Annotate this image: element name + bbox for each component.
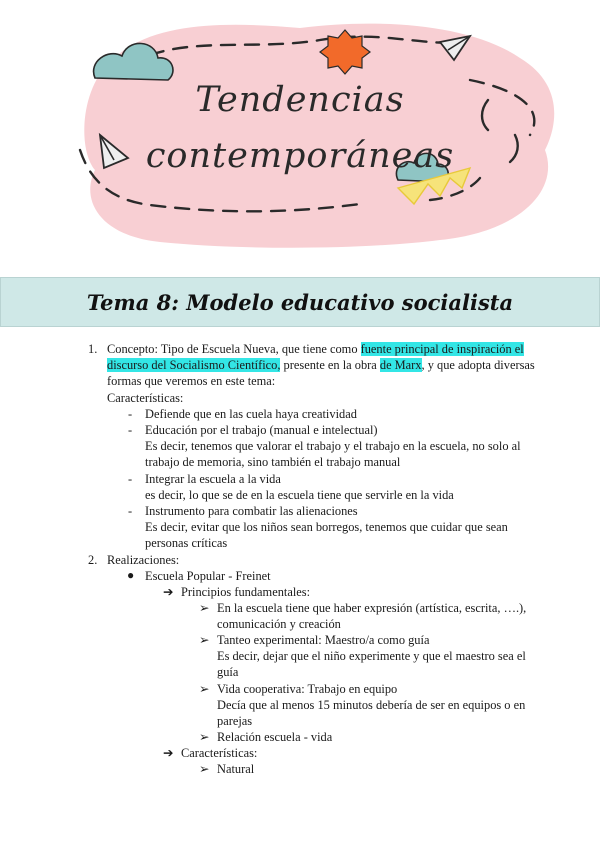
principle-text: Tanteo experimental: Maestro/a como guía — [217, 633, 430, 647]
list-number: 1. — [88, 342, 98, 356]
banner-title-line1: Tendencias — [195, 80, 405, 120]
bullet-text: Educación por el trabajo (manual e intelectual) — [145, 423, 378, 437]
principles-label: Principios fundamentales: — [181, 585, 311, 599]
bullet-text: Es decir, tenemos que valorar el trabajo y el trabajo en la escuela, no solo al — [145, 439, 521, 453]
bullet-text: trabajo de memoria, sino también el trabajo manual — [145, 455, 401, 469]
school-name: Escuela Popular - Freinet — [145, 569, 271, 583]
header-banner — [0, 0, 600, 270]
highlighted-text: de Marx — [379, 358, 422, 372]
dash-marker: - — [128, 407, 133, 421]
concept-line3: formas que veremos en este tema: — [107, 374, 276, 388]
highlighted-text: fuente principal de inspiración el — [360, 342, 524, 356]
concept-text: presente en la obra — [280, 358, 380, 372]
bullet-text: Integrar la escuela a la vida — [145, 472, 281, 486]
topic-title: Tema 8: Modelo educativo socialista — [86, 289, 514, 315]
sun-icon — [320, 30, 370, 74]
concept-line2 — [107, 357, 535, 373]
principle-text: Decía que al menos 15 minutos debería de ser en equipos o en — [217, 698, 526, 712]
concept-text: , y que adopta diversas — [421, 358, 535, 372]
characteristic-text: Natural — [217, 762, 255, 776]
dash-marker: - — [128, 423, 133, 437]
dash-marker: - — [128, 472, 133, 486]
bullet-text: personas críticas — [145, 536, 228, 550]
bullet-text: Defiende que en las cuela haya creatividad — [145, 407, 357, 421]
characteristics-label: Características: — [181, 746, 258, 760]
arrowhead-marker: ➢ — [199, 730, 210, 744]
highlighted-text: discurso del Socialismo Científico, — [107, 358, 281, 372]
characteristics-label: Características: — [107, 391, 184, 405]
principle-text: En la escuela tiene que haber expresión (artística, escrita, ….), — [217, 601, 527, 615]
arrowhead-marker: ➢ — [199, 682, 210, 696]
principle-text: comunicación y creación — [217, 617, 341, 631]
arrow-marker: ➔ — [163, 585, 174, 599]
topic-bar — [0, 277, 600, 327]
realizations-label: Realizaciones: — [107, 553, 180, 567]
bullet-text: es decir, lo que se de en la escuela tiene que servirle en la vida — [145, 488, 454, 502]
principle-text: guía — [217, 665, 239, 679]
principle-text: Vida cooperativa: Trabajo en equipo — [217, 682, 398, 696]
arrow-marker: ➔ — [163, 746, 174, 760]
concept-text: Concepto: Tipo de Escuela Nueva, que tiene como — [107, 342, 361, 356]
banner-art — [0, 0, 600, 270]
concept-line1 — [107, 341, 524, 357]
arrowhead-marker: ➢ — [199, 601, 210, 615]
bullet-dot: ● — [127, 568, 135, 582]
bullet-text: Es decir, evitar que los niños sean borregos, tenemos que cuidar que sean — [145, 520, 508, 534]
principle-text: parejas — [217, 714, 253, 728]
principle-text: Relación escuela - vida — [217, 730, 333, 744]
principle-text: Es decir, dejar que el niño experimente y que el maestro sea el — [217, 649, 526, 663]
list-number: 2. — [88, 553, 98, 567]
bullet-text: Instrumento para combatir las alienaciones — [145, 504, 358, 518]
arrowhead-marker: ➢ — [199, 633, 210, 647]
dash-marker: - — [128, 504, 133, 518]
arrowhead-marker: ➢ — [199, 762, 210, 776]
banner-title-line2: contemporáneas — [145, 136, 455, 176]
